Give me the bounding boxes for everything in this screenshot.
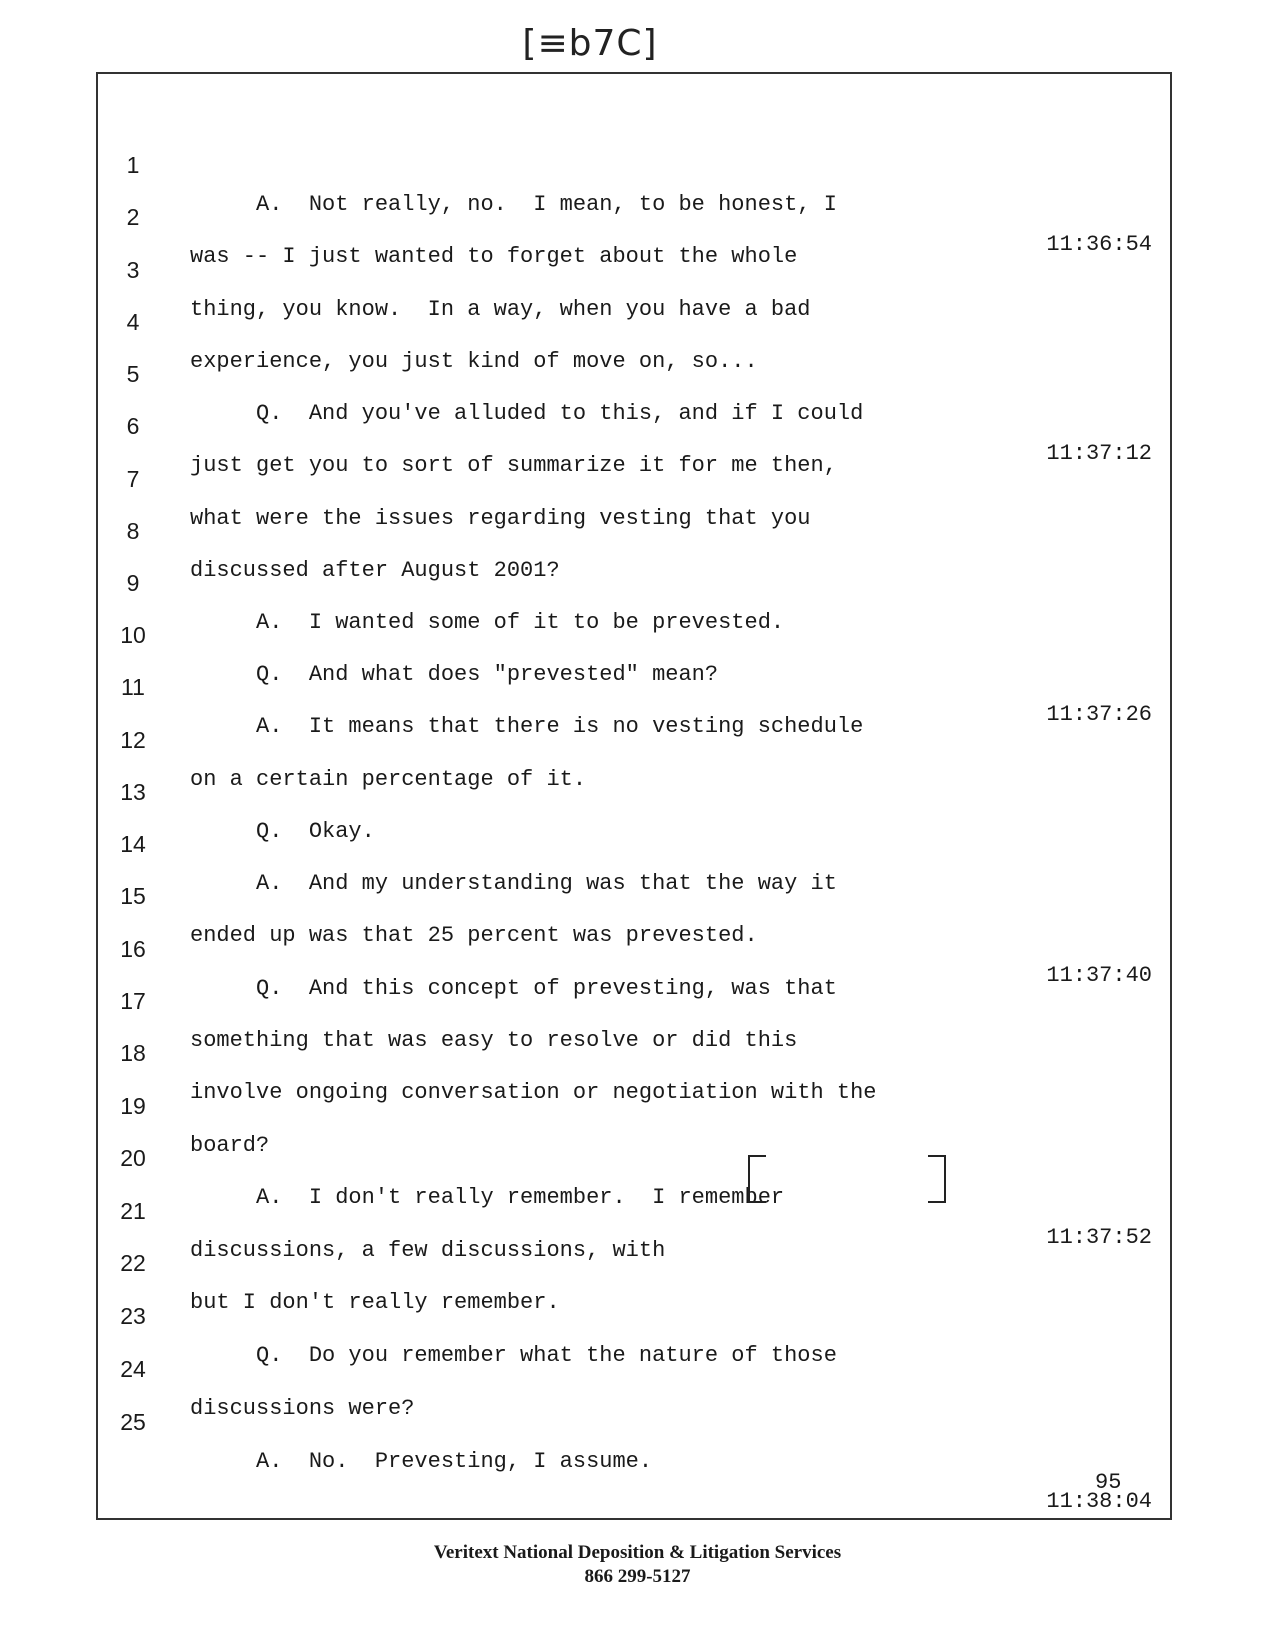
- line-number: 12: [120, 727, 146, 753]
- line-text: A. And my understanding was that the way it: [190, 871, 837, 896]
- line-text: Q. And this concept of prevesting, was that: [190, 976, 837, 1001]
- line-text: thing, you know. In a way, when you have a bad: [190, 297, 811, 322]
- line-text: discussions were?: [190, 1396, 415, 1421]
- line-text: just get you to sort of summarize it for me then,: [190, 453, 837, 478]
- line-text: something that was easy to resolve or did this: [190, 1028, 798, 1053]
- line-text: board?: [190, 1133, 270, 1158]
- redaction-stamp: [≡b7C]: [522, 23, 658, 64]
- line-number: 4: [126, 309, 140, 335]
- line-text: Q. And you've alluded to this, and if I could: [190, 401, 864, 426]
- line-text: Q. And what does "prevested" mean?: [190, 662, 719, 687]
- line-number: 13: [120, 779, 146, 805]
- line-text: A. No. Prevesting, I assume.: [190, 1449, 653, 1474]
- redaction-bracket-right: [928, 1155, 946, 1203]
- timestamp: 11:37:52: [1046, 1225, 1152, 1250]
- line-number: 20: [120, 1145, 146, 1171]
- line-text: A. Not really, no. I mean, to be honest, I: [190, 192, 837, 217]
- line-text: discussed after August 2001?: [190, 558, 560, 583]
- line-text: was -- I just wanted to forget about the whole: [190, 244, 798, 269]
- line-text: ended up was that 25 percent was prevested.: [190, 923, 758, 948]
- line-text: A. I wanted some of it to be prevested.: [190, 610, 785, 635]
- line-number: 21: [120, 1198, 146, 1224]
- line-number: 15: [120, 883, 146, 909]
- line-number: 5: [126, 361, 140, 387]
- line-text: involve ongoing conversation or negotiation with the: [190, 1080, 877, 1105]
- line-text: what were the issues regarding vesting that you: [190, 506, 811, 531]
- line-number: 24: [120, 1356, 146, 1382]
- redaction-bracket-left: [748, 1155, 766, 1203]
- line-number: 17: [120, 988, 146, 1014]
- line-text: A. It means that there is no vesting schedule: [190, 714, 864, 739]
- timestamp: 11:36:54: [1046, 232, 1152, 257]
- line-number: 19: [120, 1093, 146, 1119]
- footer-phone: 866 299-5127: [584, 1566, 691, 1587]
- line-number: 14: [120, 831, 146, 857]
- line-number: 10: [120, 622, 146, 648]
- line-number: 3: [126, 257, 140, 283]
- timestamp: 11:37:26: [1046, 702, 1152, 727]
- timestamp: 11:37:12: [1046, 441, 1152, 466]
- line-text: on a certain percentage of it.: [190, 767, 587, 792]
- line-number: 6: [126, 413, 140, 439]
- line-number: 2: [126, 204, 140, 230]
- line-number: 7: [126, 466, 140, 492]
- line-text: Q. Do you remember what the nature of those: [190, 1343, 837, 1368]
- line-number: 9: [126, 570, 140, 596]
- line-number: 16: [120, 936, 146, 962]
- line-text: discussions, a few discussions, with: [190, 1238, 666, 1263]
- page-number: 95: [1095, 1470, 1122, 1495]
- line-number: 22: [120, 1250, 146, 1276]
- line-number: 18: [120, 1040, 146, 1066]
- footer-company: Veritext National Deposition & Litigation Services: [433, 1542, 842, 1563]
- timestamp: 11:38:04: [1046, 1489, 1152, 1514]
- line-text: but I don't really remember.: [190, 1290, 560, 1315]
- timestamp: 11:37:40: [1046, 963, 1152, 988]
- line-text: Q. Okay.: [190, 819, 375, 844]
- line-text: A. I don't really remember. I remember: [190, 1185, 785, 1210]
- line-number: 11: [121, 674, 145, 700]
- line-number: 8: [126, 518, 140, 544]
- line-text: experience, you just kind of move on, so...: [190, 349, 758, 374]
- line-number: 1: [126, 152, 140, 178]
- line-number: 23: [120, 1303, 146, 1329]
- line-number: 25: [120, 1409, 146, 1435]
